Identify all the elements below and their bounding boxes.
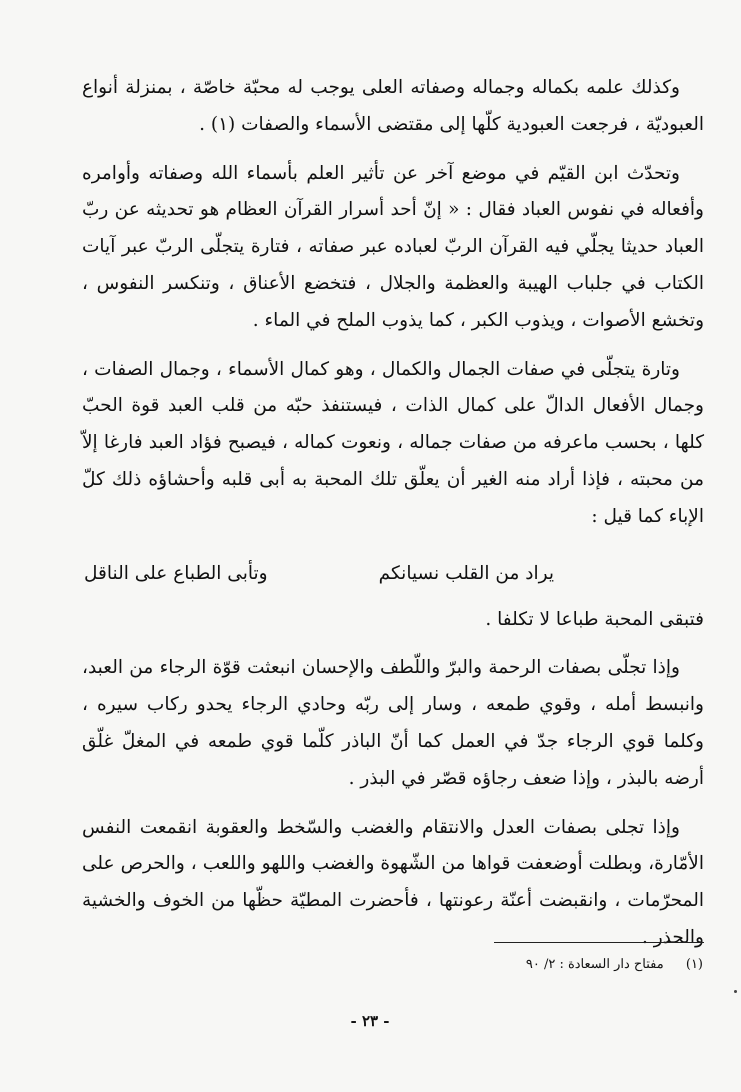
poetry-verse bbox=[84, 556, 554, 592]
verse-hemistich-1: يراد من القلب نسيانكم bbox=[378, 562, 554, 584]
scan-speck bbox=[734, 990, 737, 993]
page-number: - ٢٣ - bbox=[350, 1012, 390, 1030]
paragraph-5: وإذا تجلى بصفات العدل والانتقام والغضب والسّخط والعقوبة انقمعت النفس الأمّارة، وبطلت أوضعفت قواها من الشّهوة والغضب واللهو واللعب ، والحرص على المحرّمات ، وانقبضت أعنّة رعونتها ، فأحضرت المطيّة حظّها من الخوف والخشية والحذر . bbox=[82, 816, 704, 948]
paragraph-2: وتحدّث ابن القيّم في موضع آخر عن تأثير العلم بأسماء الله وصفاته وأوامره وأفعاله في نفوس العباد فقال : « إنّ أحد أسرار القرآن العظام هو تحديثه عن ربّ العباد حديثا يجلّي فيه القرآن الربّ لعباده عبر صفاته ، فتارة يتجلّى الربّ عبر آيات الكتاب في جلباب الهيبة والعظمة والجلال ، فتخضع الأعناق ، وتنكسر النفوس ، وتخشع الأصوات ، ويذوب الكبر ، كما يذوب الملح في الماء . bbox=[82, 162, 704, 331]
footnote bbox=[453, 955, 703, 975]
verse-hemistich-2: وتأبى الطباع على الناقل bbox=[84, 562, 268, 584]
footnote-number: (١) bbox=[685, 957, 703, 972]
footnote-text: مفتاح دار السعادة : ٢/ ٩٠ bbox=[525, 957, 664, 972]
verse-note: فتبقى المحبة طباعا لا تكلفا . bbox=[485, 608, 704, 630]
footnote-divider bbox=[494, 942, 704, 943]
paragraph-4: وإذا تجلّى بصفات الرحمة والبرّ واللّطف والإحسان انبعثت قوّة الرجاء من العبد، وانبسط أمله ، وقوي طمعه ، وسار إلى ربّه وحادي الرجاء يحدو ركاب سيره ، وكلما قوي الرجاء جدّ في العمل كما أنّ الباذر كلّما قوي طمعه في المغلّ غلّق أرضه بالبذر ، وإذا ضعف رجاؤه قصّر في البذر . bbox=[82, 657, 704, 789]
paragraph-3: وتارة يتجلّى في صفات الجمال والكمال ، وهو كمال الأسماء ، وجمال الصفات ، وجمال الأفعال الدالّ على كمال الذات ، فيستنفذ حبّه من قلب العبد قوة الحبّ كلها ، بحسب ماعرفه من صفات جماله ، ونعوت كماله ، فيصبح فؤاد العبد فارغا إلاّ من محبته ، فإذا أراد منه الغير أن يعلّق تلك المحبة به أبى قلبه وأحشاؤه ذلك كلّ الإباء كما قيل : bbox=[82, 358, 704, 527]
main-text bbox=[82, 70, 704, 957]
paragraph-1: وكذلك علمه بكماله وجماله وصفاته العلى يوجب له محبّة خاصّة ، بمنزلة أنواع العبوديّة ، فرجعت العبودية كلّها إلى مقتضى الأسماء والصفات (١) . bbox=[82, 77, 704, 135]
